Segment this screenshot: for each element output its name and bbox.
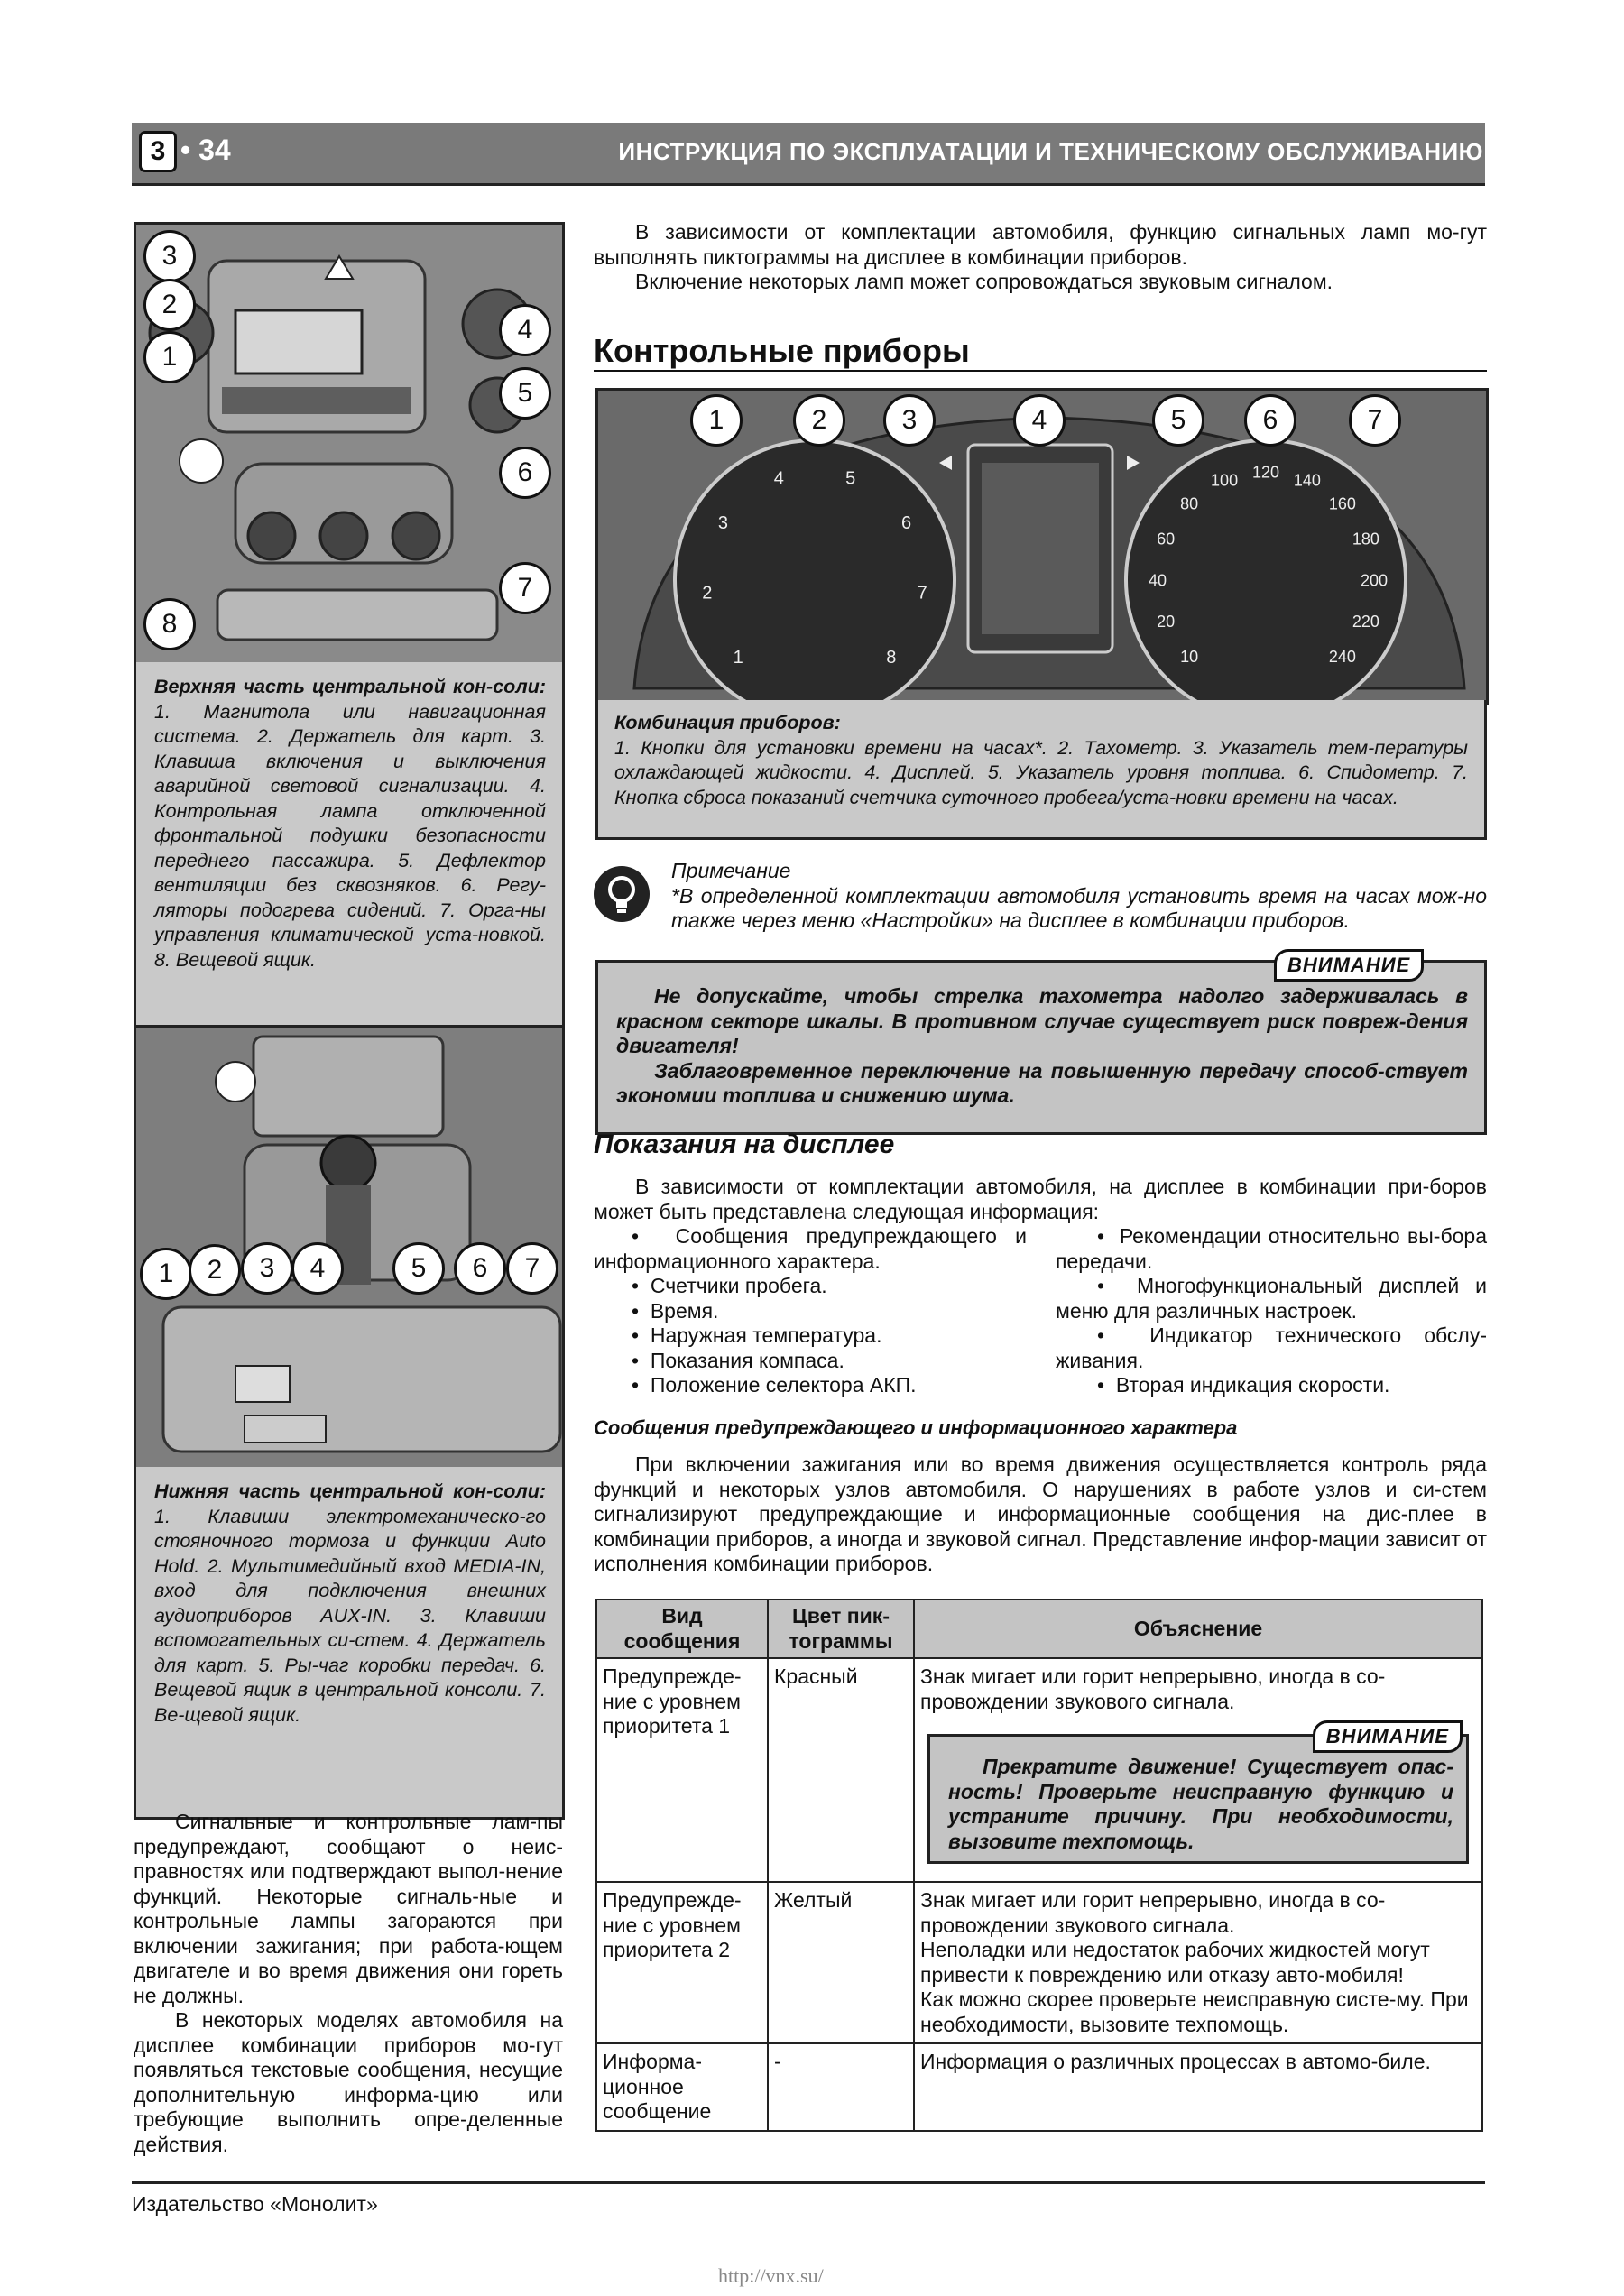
explanation: Знак мигает или горит непрерывно, иногда в со-провождении звукового сигнала. — [920, 1664, 1386, 1713]
page-title: ИНСТРУКЦИЯ ПО ЭКСПЛУАТАЦИИ И ТЕХНИЧЕСКОМУ ОБСЛУЖИВАНИЮ — [618, 138, 1483, 165]
footer-publisher: Издательство «Монолит» — [132, 2192, 378, 2216]
paragraph: В некоторых моделях автомобиля на дисплее комбинации приборов мо-гут появляться текстовые сообщения, несущие дополнительную информа-цию или требующие выполнить опре-деленные действия. — [134, 2008, 563, 2156]
callout-1: 1 — [140, 1248, 192, 1300]
warning-box — [927, 1725, 1469, 1864]
warning-tag: ВНИМАНИЕ — [1313, 1720, 1463, 1753]
explanation: Как можно скорее проверьте неисправную систе-му. При необходимости, вызовите техпомощь. — [920, 1987, 1469, 2036]
list-item: • Рекомендации относительно вы-бора передачи. — [1056, 1224, 1487, 1273]
list-item: • Сообщения предупреждающего и информационного характера. — [594, 1224, 1027, 1273]
table-cell: Предупрежде-ние с уровнем приоритета 1 — [596, 1658, 768, 1882]
table-header: Цвет пик-тограммы — [768, 1600, 914, 1658]
table-row — [596, 1882, 1482, 2043]
display-intro — [594, 1175, 1487, 1224]
caption-heading: Нижняя часть центральной кон-соли: — [154, 1480, 546, 1502]
caption-text: 1. Клавиши электромеханическо-го стояночного тормоза и функции Auto Hold. 2. Мультимедийный вход MEDIA-IN, вход для подключения внешних аудиоприборов AUX-IN. 3. Клавиши вспомогательных си-стем. 4. Держатель для карт. 5. Ры-чаг коробки передач. 6. Вещевой ящик в центральной консоли. 7. Ве-щевой ящик. — [154, 1505, 546, 1726]
display-list-right — [1056, 1224, 1487, 1398]
paragraph: Включение некоторых ламп может сопровождаться звуковым сигналом. — [635, 270, 1333, 293]
callout-5: 5 — [392, 1242, 445, 1295]
caption-heading: Верхняя часть центральной кон-соли: — [154, 676, 546, 697]
list-item: • Вторая индикация скорости. — [1097, 1373, 1390, 1397]
gauge-scale-label: 10 — [1180, 648, 1199, 667]
gauge-scale-label: 160 — [1328, 494, 1356, 513]
callout-6: 6 — [1244, 394, 1296, 447]
table-cell: Красный — [768, 1658, 914, 1882]
gauge-scale-label: 60 — [1157, 530, 1176, 549]
paragraph: При включении зажигания или во время движения осуществляется контроль ряда функций и некоторых узлов автомобиля. О нарушениях в работе узлов и си-стем сигнализируют предупреждающие и информационные сообщения на дис-плее в комбинации приборов, а иногда и звуковой сигнал. Представление инфор-мации зависит от исполнения комбинации приборов. — [594, 1452, 1487, 1575]
table-header: Вид сообщения — [596, 1600, 768, 1658]
callout-1: 1 — [143, 331, 196, 383]
callout-3: 3 — [143, 230, 196, 282]
callout-6: 6 — [499, 447, 551, 499]
gauge-scale-label: 100 — [1211, 471, 1239, 490]
footer-url[interactable]: http://vnx.su/ — [718, 2264, 824, 2287]
gauge-scale-label: 4 — [773, 468, 784, 489]
table-cell: Информа-ционное сообщение — [596, 2043, 768, 2131]
gauge-scale-label: 6 — [901, 513, 912, 534]
display-list-left — [594, 1224, 1027, 1398]
page-number: • 34 — [180, 134, 231, 166]
callout-7: 7 — [1349, 394, 1401, 447]
gauge-scale-label: 120 — [1251, 463, 1280, 482]
section-number: 3 — [139, 131, 177, 172]
gauge-scale-label: 8 — [886, 647, 897, 668]
warning-tag: ВНИМАНИЕ — [1274, 949, 1424, 982]
note-text: *В определенной комплектации автомобиля установить время на часах мож-но также через меню «Настройки» на дисплее в комбинации приборов. — [671, 883, 1487, 932]
section-heading-messages: Сообщения предупреждающего и информационного характера — [594, 1416, 1238, 1439]
gauge-scale-label: 1 — [733, 647, 743, 668]
caption-text: 1. Магнитола или навигационная система. 2. Держатель для карт. 3. Клавиша включения и выключения аварийной световой сигнализации. 4. Контрольная лампа отключенной фронтальной подушки безопасности переднего пассажира. 5. Дефлектор вентиляции без сквозняков. 6. Регу-ляторы подогрева сидений. 7. Орга-ны управления климатической уста-новкой. 8. Вещевой ящик. — [154, 700, 546, 971]
gauge-scale-label: 40 — [1148, 571, 1167, 590]
callout-4: 4 — [291, 1242, 344, 1295]
callout-2: 2 — [793, 394, 845, 447]
section-heading-display: Показания на дисплее — [594, 1130, 895, 1159]
section-heading-instruments: Контрольные приборы — [594, 332, 970, 369]
callout-8: 8 — [143, 598, 196, 650]
warning-text: Не допускайте, чтобы стрелка тахометра надолго задерживалась в красном секторе шкалы. В противном случае существует риск повреж-дения двигателя! — [616, 984, 1468, 1057]
list-item: • Наружная температура. — [632, 1323, 882, 1347]
table-cell — [914, 1658, 1482, 1882]
upper-console-caption — [134, 662, 565, 1031]
gauge-scale-label: 2 — [702, 583, 713, 604]
paragraph: В зависимости от комплектации автомобиля, на дисплее в комбинации при-боров может быть представлена следующая информация: — [594, 1175, 1487, 1223]
callout-4: 4 — [499, 304, 551, 356]
table-header-row — [596, 1600, 1482, 1658]
callout-7: 7 — [499, 562, 551, 614]
list-item: • Показания компаса. — [632, 1348, 844, 1372]
gauge-scale-label: 200 — [1360, 571, 1389, 590]
paragraph: В зависимости от комплектации автомобиля, функцию сигнальных ламп мо-гут выполнять пиктограммы на дисплее в комбинации приборов. — [594, 220, 1487, 269]
table-cell: - — [768, 2043, 914, 2131]
caption-heading: Комбинация приборов: — [614, 712, 841, 733]
callout-7: 7 — [506, 1242, 558, 1295]
intro-text — [594, 220, 1487, 295]
gauge-scale-label: 80 — [1180, 494, 1199, 513]
table-cell — [914, 1882, 1482, 2043]
list-item: • Многофункциональный дисплей и меню для различных настроек. — [1056, 1274, 1487, 1323]
callout-3: 3 — [241, 1242, 293, 1295]
explanation: Знак мигает или горит непрерывно, иногда в со-провождении звукового сигнала. — [920, 1888, 1386, 1937]
lower-console-caption — [134, 1467, 565, 1820]
caption-text: 1. Кнопки для установки времени на часах*. 2. Тахометр. 3. Указатель тем-пературы охлаждающей жидкости. 4. Дисплей. 5. Указатель уровня топлива. 6. Спидометр. 7. Кнопка сброса показаний счетчика суточного пробега/уста-новки времени на часах. — [614, 736, 1468, 808]
list-item: • Положение селектора АКП. — [632, 1373, 917, 1397]
table-cell: Информация о различных процессах в автомо-биле. — [914, 2043, 1482, 2131]
messages-text — [594, 1452, 1487, 1577]
note-title: Примечание — [671, 859, 791, 882]
list-item: • Время. — [632, 1298, 719, 1323]
messages-table — [595, 1599, 1483, 2132]
gauge-scale-label: 180 — [1352, 530, 1379, 549]
callout-5: 5 — [499, 367, 551, 420]
table-cell: Предупрежде-ние с уровнем приоритета 2 — [596, 1882, 768, 2043]
table-cell: Желтый — [768, 1882, 914, 2043]
callout-1: 1 — [690, 394, 743, 447]
paragraph: Сигнальные и контрольные лам-пы предупреждают, сообщают о неис-правностях или подтверждают выпол-нение функций. Некоторые сигналь-ные и контрольные лампы загораются при включении зажигания; при работа-ющем двигателе и во время движения они гореть не должны. — [134, 1810, 563, 2007]
gauge-scale-label: 140 — [1293, 471, 1321, 490]
warning-box — [595, 960, 1487, 1135]
gauge-scale-label: 3 — [717, 513, 728, 534]
gauge-scale-label: 5 — [845, 468, 856, 489]
callout-5: 5 — [1152, 394, 1204, 447]
instrument-cluster-photo — [595, 388, 1489, 705]
callout-3: 3 — [883, 394, 936, 447]
warning-text: Заблаговременное переключение на повышенную передачу способ-ствует экономии топлива и снижению шума. — [616, 1058, 1468, 1107]
list-item: • Счетчики пробега. — [632, 1274, 827, 1297]
lightbulb-icon — [594, 866, 650, 922]
gauge-scale-label: 7 — [917, 583, 927, 604]
table-header: Объяснение — [914, 1600, 1482, 1658]
callout-4: 4 — [1013, 394, 1066, 447]
gauge-scale-label: 220 — [1352, 613, 1379, 632]
upper-console-photo — [134, 222, 565, 668]
instrument-cluster-caption — [595, 700, 1487, 840]
heading-rule — [594, 370, 1487, 372]
callout-6: 6 — [454, 1242, 506, 1295]
left-body-text — [134, 1810, 563, 2157]
list-item: • Индикатор технического обслу-живания. — [1056, 1323, 1487, 1372]
callout-2: 2 — [189, 1244, 241, 1296]
table-row — [596, 1658, 1482, 1882]
gauge-scale-label: 240 — [1328, 648, 1356, 667]
table-row — [596, 2043, 1482, 2131]
lower-console-photo — [134, 1025, 565, 1472]
gauge-scale-label: 20 — [1157, 613, 1176, 632]
explanation: Неполадки или недостаток рабочих жидкостей могут привести к повреждению или отказу авто-мобиля! — [920, 1938, 1430, 1987]
warning-text: Прекратите движение! Существует опас-ность! Проверьте неисправную функцию и устраните причину. При необходимости, вызовите техпомощь. — [948, 1755, 1453, 1853]
footer-rule — [132, 2181, 1485, 2184]
callout-2: 2 — [143, 279, 196, 331]
note — [671, 859, 1487, 934]
